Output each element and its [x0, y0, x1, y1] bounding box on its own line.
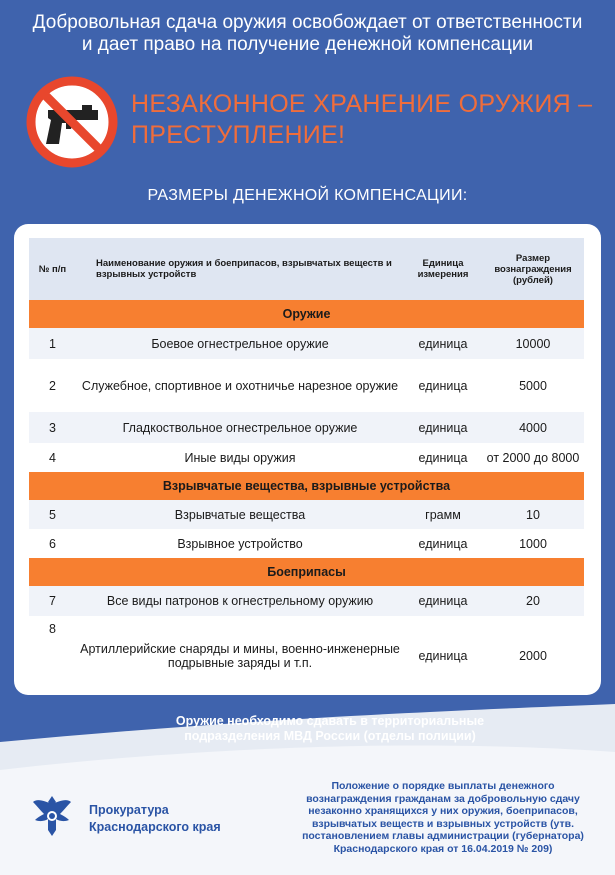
warning-line-2: ПРЕСТУПЛЕНИЕ! — [131, 121, 346, 149]
row-name: Взрывное устройство — [76, 529, 404, 558]
compensation-subtitle: РАЗМЕРЫ ДЕНЕЖНОЙ КОМПЕНСАЦИИ: — [147, 187, 468, 204]
row-unit: единица — [404, 443, 482, 472]
row-unit: единица — [404, 359, 482, 412]
header-name: Наименование оружия и боеприпасов, взрывчатых веществ и взрывных устройств — [76, 238, 404, 300]
header-num: № п/п — [29, 238, 76, 300]
row-num: 1 — [29, 328, 76, 359]
row-reward: 1000 — [482, 529, 584, 558]
table-row — [29, 586, 584, 616]
table-row — [29, 359, 584, 412]
section-label: Боеприпасы — [29, 558, 584, 586]
row-unit: грамм — [404, 500, 482, 529]
row-name: Гладкоствольное огнестрельное оружие — [76, 412, 404, 443]
row-name: Артиллерийские снаряды и мины, военно-инженерные подрывные заряды и т.п. — [76, 616, 404, 682]
table-row — [29, 529, 584, 558]
row-reward: 4000 — [482, 412, 584, 443]
header-reward: Размер вознаграждения (рублей) — [482, 238, 584, 300]
row-reward: 20 — [482, 586, 584, 616]
header-unit: Единица измерения — [404, 238, 482, 300]
row-num: 8 — [29, 616, 76, 682]
row-unit: единица — [404, 586, 482, 616]
row-num: 5 — [29, 500, 76, 529]
table-row — [29, 443, 584, 472]
row-unit: единица — [404, 412, 482, 443]
table-row — [29, 616, 584, 682]
row-name: Боевое огнестрельное оружие — [76, 328, 404, 359]
row-num: 7 — [29, 586, 76, 616]
organization-name — [89, 802, 249, 836]
eagle-emblem-icon — [31, 792, 73, 838]
section-row-weapons — [29, 300, 584, 328]
org-line-2: Краснодарского края — [89, 820, 221, 834]
footer-note: Оружие необходимо сдавать в территориальные подразделения МВД России (отделы полиции) — [175, 714, 485, 743]
row-name: Взрывчатые вещества — [76, 500, 404, 529]
row-reward: 2000 — [482, 616, 584, 682]
row-unit: единица — [404, 529, 482, 558]
warning-text — [131, 89, 601, 151]
no-gun-icon — [26, 76, 118, 168]
table-header-row — [29, 238, 584, 300]
row-name: Служебное, спортивное и охотничье нарезное оружие — [76, 359, 404, 412]
row-num: 2 — [29, 359, 76, 412]
table-row — [29, 328, 584, 359]
section-label: Оружие — [29, 300, 584, 328]
org-line-1: Прокуратура — [89, 803, 169, 817]
headline-line-2: и дает право на получение денежной компенсации — [81, 34, 534, 55]
row-num: 3 — [29, 412, 76, 443]
table-row — [29, 500, 584, 529]
row-reward: 10 — [482, 500, 584, 529]
regulation-note: Положение о порядке выплаты денежного вознаграждения гражданам за добровольную сдачу незаконно хранящихся у них оружия, боеприпасов, взрывчатых веществ и взрывных устройств (утв. постановлением главы администрации (губернатора) Краснодарского края от 16.04.2019 № 209) — [302, 780, 584, 855]
table-row — [29, 412, 584, 443]
row-unit: единица — [404, 616, 482, 682]
row-name: Иные виды оружия — [76, 443, 404, 472]
section-row-ammo — [29, 558, 584, 586]
section-row-explosives — [29, 472, 584, 500]
row-num: 6 — [29, 529, 76, 558]
warning-line-1: НЕЗАКОННОЕ ХРАНЕНИЕ ОРУЖИЯ – — [131, 90, 593, 118]
row-num: 4 — [29, 443, 76, 472]
headline — [0, 12, 615, 56]
row-reward: от 2000 до 8000 — [482, 443, 584, 472]
row-reward: 5000 — [482, 359, 584, 412]
row-name: Все виды патронов к огнестрельному оружию — [76, 586, 404, 616]
compensation-table — [29, 238, 584, 682]
headline-line-1: Добровольная сдача оружия освобождает от ответственности — [32, 12, 583, 33]
section-label: Взрывчатые вещества, взрывные устройства — [29, 472, 584, 500]
row-reward: 10000 — [482, 328, 584, 359]
row-unit: единица — [404, 328, 482, 359]
